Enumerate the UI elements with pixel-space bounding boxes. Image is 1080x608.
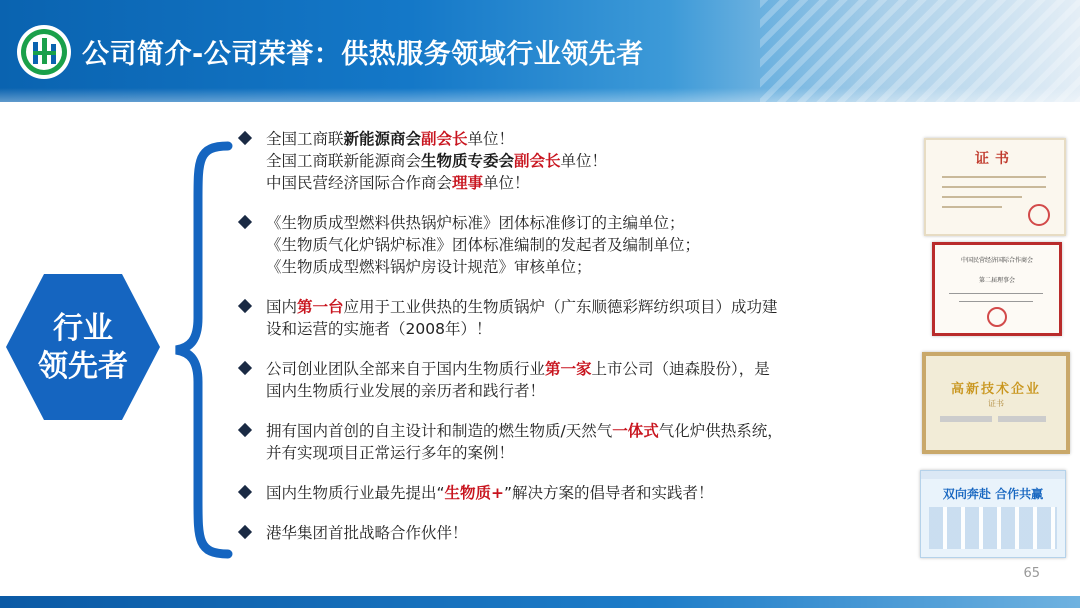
certificate-image-4 [920, 470, 1066, 558]
bold-text: 新能源商会 [343, 130, 422, 148]
text-segment: 设和运营的实施者（2008年）！ [266, 320, 492, 338]
footer-bar [0, 596, 1080, 608]
honors-list [240, 128, 880, 562]
header-shine [0, 88, 1080, 102]
text-segment: 港华集团首批战略合作伙伴！ [266, 524, 468, 542]
list-item-line [266, 358, 880, 380]
text-segment: 上市公司（迪森股份），是 [591, 360, 770, 378]
list-item-line [266, 522, 880, 544]
partner-logos [929, 507, 1057, 549]
certificate-image-1 [924, 138, 1066, 236]
text-segment: 国内生物质行业最先提出“ [266, 484, 445, 502]
badge-line-2: 领先者 [38, 349, 128, 384]
list-item-line [266, 296, 880, 318]
text-segment: ”解决方案的倡导者和实践者！ [504, 484, 714, 502]
text-segment: 单位！ [483, 174, 530, 192]
seal-icon [1028, 204, 1050, 226]
seal-icon [987, 307, 1007, 327]
text-segment: 国内 [266, 298, 298, 316]
text-segment: 全国工商联 [266, 130, 344, 148]
diamond-bullet-icon [238, 525, 252, 539]
certificate-image-3 [922, 352, 1070, 454]
text-segment: 《生物质成型燃料供热锅炉标准》团体标准修订的主编单位； [266, 214, 685, 232]
highlight-text: 生物质+ [444, 484, 505, 502]
diamond-bullet-icon [238, 361, 252, 375]
certificate-2-org: 中国民营经济国际合作商会 [960, 257, 1033, 264]
text-segment: 并有实现项目正常运行多年的案例！ [266, 444, 515, 462]
highlight-text: 理事 [452, 174, 484, 192]
text-segment: 单位！ [467, 130, 515, 148]
diamond-bullet-icon [238, 485, 252, 499]
list-item-line [266, 256, 880, 278]
header-pattern [760, 0, 1080, 102]
list-item [240, 522, 880, 544]
list-item-line [266, 212, 880, 234]
header-bar [0, 0, 1080, 102]
text-segment: 气化炉供热系统， [658, 422, 783, 440]
certificate-1-title: 证书 [975, 151, 1015, 167]
list-item-line [266, 234, 880, 256]
text-segment: 单位！ [560, 152, 608, 170]
highlight-text: 副会长 [421, 130, 468, 148]
text-segment: 全国工商联新能源商会 [266, 152, 422, 170]
list-item [240, 296, 880, 340]
text-segment: 公司创业团队全部来自于国内生物质行业 [266, 360, 546, 378]
highlight-text: 副会长 [514, 152, 561, 170]
list-item-line [266, 172, 880, 194]
certificate-2-sub: 第二届理事会 [978, 277, 1015, 284]
certificate-3-sub: 证书 [988, 399, 1004, 408]
page-number: 65 [1023, 566, 1040, 581]
bold-text: 生物质专委会 [421, 152, 515, 170]
list-item-line [266, 150, 880, 172]
list-item-line [266, 420, 880, 442]
page-title: 公司简介-公司荣誉：供热服务领域行业领先者 [82, 39, 644, 70]
text-segment: 中国民营经济国际合作商会 [266, 174, 453, 192]
certificate-4-title: 双向奔赴 合作共赢 [942, 487, 1044, 501]
list-item-line [266, 482, 880, 504]
certificate-image-2 [932, 242, 1062, 336]
list-item-line [266, 442, 880, 464]
highlight-text: 一体式 [612, 422, 659, 440]
text-segment: 《生物质气化炉锅炉标准》团体标准编制的发起者及编制单位； [266, 236, 701, 254]
list-item [240, 420, 880, 464]
curly-brace [168, 140, 238, 560]
list-item-line [266, 380, 880, 402]
list-item-line [266, 318, 880, 340]
badge-label [4, 310, 162, 386]
list-item-line [266, 128, 880, 150]
company-logo-icon [16, 24, 72, 80]
list-item [240, 128, 880, 194]
diamond-bullet-icon [238, 131, 252, 145]
diamond-bullet-icon [238, 299, 252, 313]
list-item [240, 358, 880, 402]
certificate-3-title: 高新技术企业 [950, 382, 1041, 397]
text-segment: 国内生物质行业发展的亲历者和践行者！ [266, 382, 546, 400]
highlight-text: 第一台 [297, 298, 344, 316]
text-segment: 应用于工业供热的生物质锅炉（广东顺德彩辉纺织项目）成功建 [343, 298, 778, 316]
text-segment: 拥有国内首创的自主设计和制造的燃生物质/天然气 [266, 422, 613, 440]
highlight-text: 第一家 [545, 360, 592, 378]
list-item [240, 212, 880, 278]
list-item [240, 482, 880, 504]
badge-line-1: 行业 [53, 311, 113, 346]
text-segment: 《生物质成型燃料锅炉房设计规范》审核单位； [266, 258, 592, 276]
diamond-bullet-icon [238, 423, 252, 437]
diamond-bullet-icon [238, 215, 252, 229]
